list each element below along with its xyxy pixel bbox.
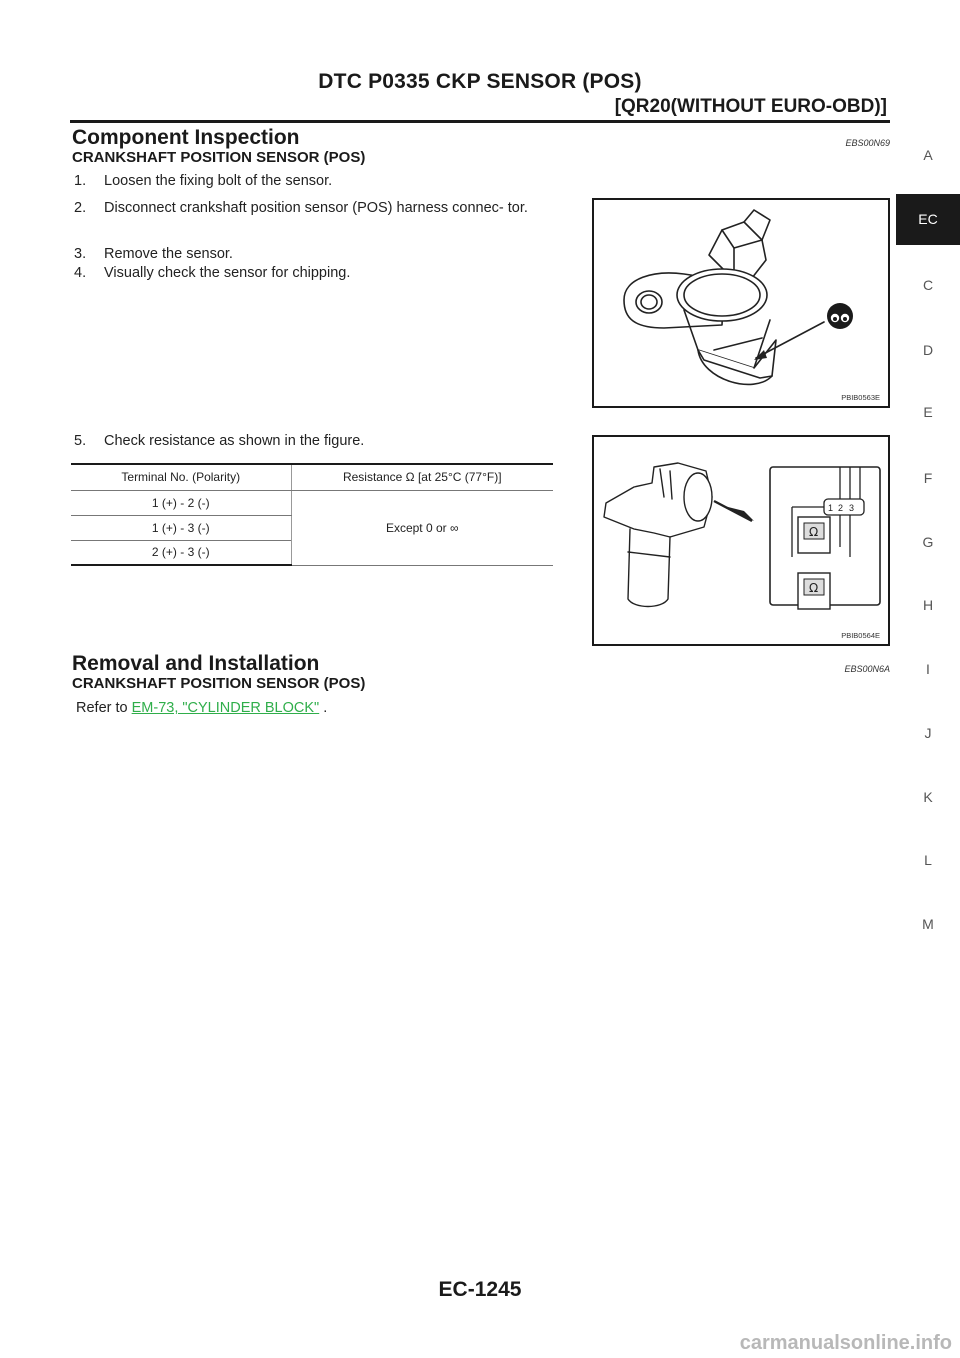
side-nav <box>896 0 960 1358</box>
table-header-terminal: Terminal No. (Polarity) <box>71 464 291 490</box>
side-nav-item-k[interactable]: K <box>923 789 933 805</box>
svg-text:Ω: Ω <box>809 525 819 539</box>
side-nav-item-f[interactable]: F <box>923 470 933 486</box>
step-4: 4. Visually check the sensor for chipping. <box>74 265 351 281</box>
header-divider <box>70 120 890 123</box>
refer-line: Refer to EM-73, "CYLINDER BLOCK" . <box>76 700 328 716</box>
removal-installation-title: Removal and Installation <box>72 652 320 675</box>
removal-installation-code: EBS00N6A <box>844 664 890 674</box>
side-nav-item-ec[interactable]: EC <box>918 211 938 227</box>
pin-label: 3 <box>849 503 855 513</box>
resistance-figure <box>592 435 890 646</box>
side-nav-item-e[interactable]: E <box>923 404 933 420</box>
side-nav-item-j[interactable]: J <box>924 725 932 741</box>
side-nav-item-l[interactable]: L <box>924 852 932 868</box>
pin-label: 1 <box>828 503 834 513</box>
pin-label: 2 <box>838 503 844 513</box>
side-nav-item-a[interactable]: A <box>923 147 933 163</box>
step-3: 3. Remove the sensor. <box>74 246 233 262</box>
side-nav-item-h[interactable]: H <box>922 597 934 613</box>
component-inspection-code: EBS00N69 <box>845 138 890 148</box>
ohmmeter-icon <box>798 517 830 553</box>
component-inspection-subtitle: CRANKSHAFT POSITION SENSOR (POS) <box>72 149 366 166</box>
watermark: carmanualsonline.info <box>739 1332 952 1354</box>
table-header-resistance: Resistance Ω [at 25°C (77°F)] <box>291 464 553 490</box>
side-nav-item-i[interactable]: I <box>926 661 930 677</box>
side-nav-item-c[interactable]: C <box>922 277 934 293</box>
cylinder-block-link[interactable]: EM-73, "CYLINDER BLOCK" <box>131 700 320 716</box>
page-number: EC-1245 <box>438 1278 522 1301</box>
page-header-title: DTC P0335 CKP SENSOR (POS) <box>318 70 642 93</box>
step-5: 5. Check resistance as shown in the figure. <box>74 433 365 449</box>
sensor-figure <box>592 198 890 408</box>
side-nav-item-m[interactable]: M <box>922 916 934 932</box>
crankshaft-sensor-illustration <box>594 200 888 406</box>
step-2: 2. Disconnect crankshaft position sensor (POS) harness connec- tor. <box>74 200 528 216</box>
resistance-table <box>71 463 553 566</box>
terminal-cell: 1 (+) - 3 (-) <box>71 515 291 540</box>
svg-text:Ω: Ω <box>809 581 819 595</box>
removal-installation-subtitle: CRANKSHAFT POSITION SENSOR (POS) <box>72 675 366 692</box>
side-nav-item-d[interactable]: D <box>922 342 934 358</box>
table-row <box>71 490 553 515</box>
figure-code: PBIB0563E <box>841 393 880 402</box>
figure-code: PBIB0564E <box>841 631 880 640</box>
resistance-value-cell: Except 0 or ∞ <box>291 490 553 565</box>
ohmmeter-icon <box>798 573 830 609</box>
resistance-measurement-illustration <box>594 437 888 644</box>
terminal-cell: 1 (+) - 2 (-) <box>71 490 291 515</box>
component-inspection-title: Component Inspection <box>72 126 300 149</box>
inspection-icon <box>827 303 853 329</box>
terminal-cell: 2 (+) - 3 (-) <box>71 540 291 565</box>
side-nav-item-g[interactable]: G <box>922 534 934 550</box>
page-header-subtitle: [QR20(WITHOUT EURO-OBD)] <box>614 96 887 117</box>
step-1: 1. Loosen the fixing bolt of the sensor. <box>74 173 333 189</box>
